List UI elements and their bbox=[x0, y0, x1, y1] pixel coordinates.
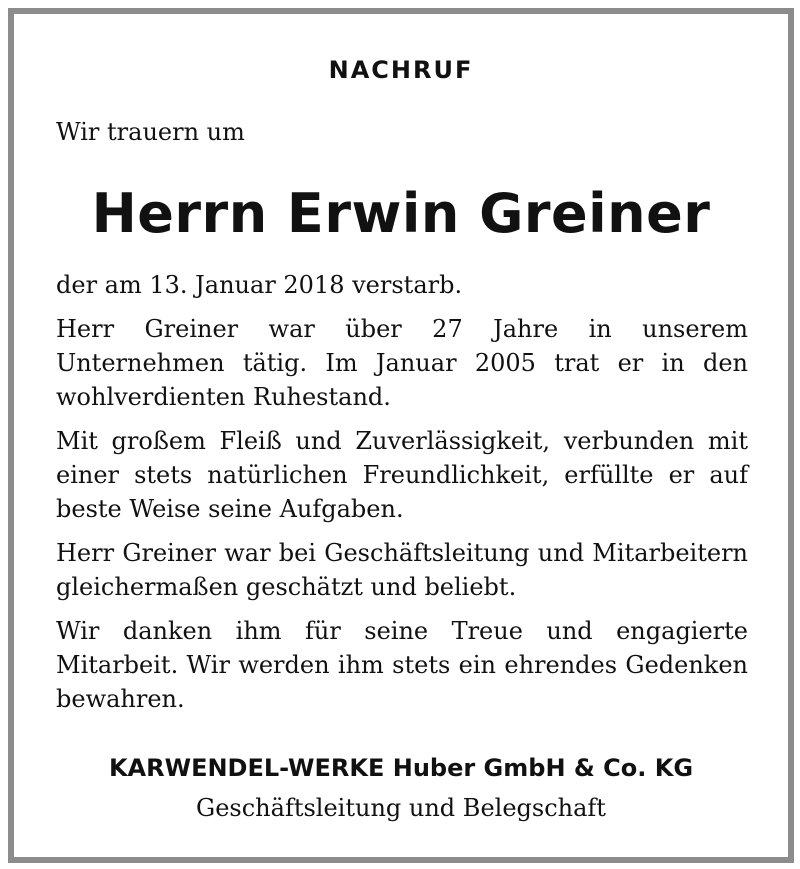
paragraph-date: der am 13. Januar 2018 verstarb. bbox=[56, 271, 463, 299]
paragraph-esteem: Herr Greiner war bei Geschäftsleitung und Mitarbeitern gleichermaßen geschätzt und beliebt. bbox=[56, 539, 748, 601]
notice-body bbox=[56, 268, 748, 726]
paragraph-career: Herr Greiner war über 27 Jahre in unserem Unternehmen tätig. Im Januar 2005 trat er in den wohlverdienten Ruhestand. bbox=[56, 315, 748, 411]
intro-text: Wir trauern um bbox=[56, 118, 245, 146]
deceased-name: Herrn Erwin Greiner bbox=[91, 182, 711, 245]
paragraph-thanks: Wir danken ihm für seine Treue und engagierte Mitarbeit. Wir werden ihm stets ein ehrendes Gedenken bewahren. bbox=[56, 617, 748, 713]
company-name: KARWENDEL-WERKE Huber GmbH & Co. KG bbox=[108, 754, 694, 782]
signoff-text: Geschäftsleitung und Belegschaft bbox=[196, 794, 606, 822]
paragraph-character: Mit großem Fleiß und Zuverlässigkeit, verbunden mit einer stets natürlichen Freundlichkeit, erfüllte er auf beste Weise seine Aufgaben. bbox=[56, 427, 748, 523]
notice-heading: NACHRUF bbox=[328, 56, 474, 84]
notice-frame bbox=[8, 8, 794, 863]
